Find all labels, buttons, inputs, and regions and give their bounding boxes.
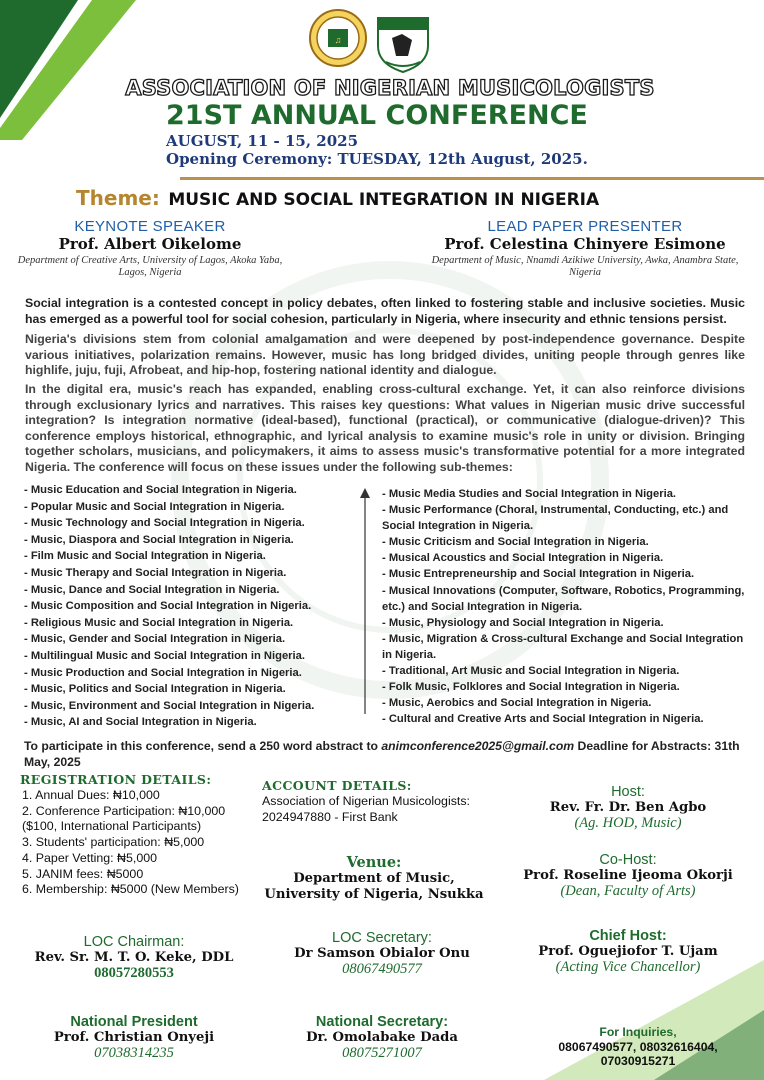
conference-title: 21ST ANNUAL CONFERENCE: [166, 100, 588, 131]
loc-chairman-name: Rev. Sr. M. T. O. Keke, DDL: [34, 950, 234, 965]
keynote-speaker: [16, 218, 284, 279]
svg-text:♫: ♫: [334, 35, 342, 45]
lead-paper-presenter: [430, 218, 740, 279]
loc-secretary-label: LOC Secretary:: [332, 930, 432, 946]
cohost-title: (Dean, Faculty of Arts): [560, 883, 696, 899]
registration-heading: REGISTRATION DETAILS:: [20, 772, 212, 787]
up-arrow-icon: [360, 488, 370, 714]
host-name: Rev. Fr. Dr. Ben Agbo: [549, 800, 707, 815]
list-item: - Music, Politics and Social Integration in Nigeria.: [24, 683, 286, 696]
list-item: - Music, AI and Social Integration in Nigeria.: [24, 716, 257, 729]
loc-chairman-phone: 08057280553: [94, 965, 174, 981]
list-item: - Musical Innovations (Computer, Software, Robotics, Programming, etc.) and Social Integration in Nigeria.: [382, 584, 745, 613]
inquiries-phones-line2: 07030915271: [600, 1054, 676, 1068]
keynote-role: KEYNOTE SPEAKER: [74, 218, 226, 235]
inquiries-label: For Inquiries,: [599, 1025, 677, 1039]
national-secretary-block: [262, 1014, 502, 1062]
abstract-email-link[interactable]: animconference2025@gmail.com: [381, 739, 575, 753]
subthemes-left: [24, 482, 344, 731]
list-item: - Music Media Studies and Social Integration in Nigeria.: [382, 488, 677, 500]
list-item: - Folk Music, Folklores and Social Integration in Nigeria.: [382, 681, 680, 694]
list-item: 5. JANIM fees: ₦5000: [22, 866, 144, 881]
list-item: - Music, Environment and Social Integration in Nigeria.: [24, 699, 315, 712]
participation-text: To participate in this conference, send a 250 word abstract to: [24, 739, 382, 753]
account-number: 2024947880 - First Bank: [262, 809, 398, 824]
list-item: - Music, Aerobics and Social Integration in Nigeria.: [382, 697, 652, 710]
list-item: - Music, Diaspora and Social Integration in Nigeria.: [24, 533, 294, 546]
unn-crest-icon: [372, 12, 434, 74]
keynote-name: Prof. Albert Oikelome: [58, 235, 242, 253]
deadline-text: Deadline for Abstracts: 31th May, 2025: [24, 739, 740, 769]
list-item: - Religious Music and Social Integration in Nigeria.: [24, 616, 294, 629]
venue-block: [244, 854, 504, 903]
list-item: - Music Performance (Choral, Instrumental, Conducting, etc.) and Social Integration in Nigeria.: [382, 504, 729, 533]
theme-line: [76, 186, 599, 210]
list-item: - Music Therapy and Social Integration in Nigeria.: [24, 566, 287, 579]
list-item: - Popular Music and Social Integration in Nigeria.: [24, 500, 285, 513]
cohost-block: [508, 852, 748, 900]
national-president-label: National President: [70, 1014, 198, 1030]
venue-line2: University of Nigeria, Nsukka: [264, 887, 484, 902]
divider: [180, 177, 764, 180]
national-secretary-label: National Secretary:: [315, 1014, 449, 1030]
list-item: 3. Students' participation: ₦5,000: [22, 835, 205, 850]
inquiries-phones-line1: 08067490577, 08032616404,: [558, 1039, 718, 1054]
history-paragraph: Nigeria's divisions stem from colonial amalgamation and were deepened by post-independence governance. Despite various initiatives, polarization remains. However, music has long bridged divides, uniting people through genres like highlife, juju, fuji, Afrobeat, and hip-hop, fostering national identity and dialogue.: [25, 332, 745, 377]
account-name: Association of Nigerian Musicologists:: [262, 794, 470, 808]
organization-name: ASSOCIATION OF NIGERIAN MUSICOLOGISTS: [125, 76, 655, 100]
subthemes-right: [382, 486, 752, 727]
list-item: - Music Education and Social Integration in Nigeria.: [24, 484, 297, 496]
theme-label: Theme:: [76, 186, 160, 210]
host-label: Host:: [611, 784, 645, 800]
registration-list: [22, 788, 258, 898]
lead-name: Prof. Celestina Chinyere Esimone: [444, 235, 726, 253]
participation-notice: [24, 738, 754, 770]
loc-secretary-phone: 08067490577: [342, 961, 422, 977]
loc-chairman-label: LOC Chairman:: [83, 934, 185, 950]
list-item: - Music Entrepreneurship and Social Integration in Nigeria.: [382, 568, 695, 581]
list-item: - Music Technology and Social Integration in Nigeria.: [24, 517, 305, 530]
national-president-block: [14, 1014, 254, 1062]
list-item: 1. Annual Dues: ₦10,000: [22, 788, 160, 802]
list-item: - Cultural and Creative Arts and Social Integration in Nigeria.: [382, 713, 704, 726]
loc-chairman-block: [14, 934, 254, 982]
list-item: - Music Composition and Social Integration in Nigeria.: [24, 600, 312, 613]
list-item: - Film Music and Social Integration in Nigeria.: [24, 550, 266, 563]
account-details: [262, 794, 512, 825]
chief-host-name: Prof. Oguejiofor T. Ujam: [538, 944, 718, 959]
loc-secretary-name: Dr Samson Obialor Onu: [294, 946, 470, 961]
national-president-name: Prof. Christian Onyeji: [53, 1030, 215, 1045]
list-item: - Music, Gender and Social Integration in Nigeria.: [24, 633, 286, 646]
list-item: - Traditional, Art Music and Social Integration in Nigeria.: [382, 665, 680, 678]
list-item: 4. Paper Vetting: ₦5,000: [22, 850, 158, 865]
host-title: (Ag. HOD, Music): [574, 815, 682, 831]
conference-dates: AUGUST, 11 - 15, 2025: [166, 132, 359, 150]
list-item: 2. Conference Participation: ₦10,000 ($100, International Participants): [22, 803, 226, 834]
national-president-phone: 07038314235: [94, 1045, 174, 1061]
digital-era-paragraph: In the digital era, music's reach has expanded, enabling cross-cultural exchange. Yet, it can also reinforce divisions through exclusionary lyrics and narratives. This raises key questions: What values in Nigerian music drive successful integration? Is integration normative (ideal-based), functional (practical), or communicative (dialogue-driven)? This conference employs historical, ethnographic, and lyrical analysis to examine music's role in unity or division. Bringing together scholars, musicians, and policymakers, it aims to assess music's transformative potential for a more integrated Nigeria. The conference will focus on these issues under the following sub-themes:: [25, 382, 745, 474]
opening-ceremony: Opening Ceremony: TUESDAY, 12th August, 2025.: [166, 150, 588, 168]
cohost-name: Prof. Roseline Ijeoma Okorji: [523, 868, 733, 883]
chief-host-label: Chief Host:: [589, 928, 667, 944]
chief-host-block: [508, 928, 748, 976]
national-secretary-phone: 08075271007: [342, 1045, 422, 1061]
national-secretary-name: Dr. Omolabake Dada: [306, 1030, 458, 1045]
list-item: - Music Production and Social Integration in Nigeria.: [24, 666, 302, 679]
list-item: - Music, Dance and Social Integration in Nigeria.: [24, 583, 280, 596]
list-item: - Musical Acoustics and Social Integration in Nigeria.: [382, 552, 664, 565]
lead-role: LEAD PAPER PRESENTER: [487, 218, 683, 235]
keynote-department: Department of Creative Arts, University of Lagos, Akoka Yaba, Lagos, Nigeria: [17, 255, 283, 278]
inquiries-block: [536, 1025, 740, 1069]
list-item: - Music Criticism and Social Integration in Nigeria.: [382, 536, 649, 549]
host-block: [508, 784, 748, 832]
cohost-label: Co-Host:: [599, 852, 657, 868]
list-item: - Music, Migration & Cross-cultural Exchange and Social Integration in Nigeria.: [382, 632, 744, 661]
anim-seal-icon: [308, 8, 368, 68]
lead-department: Department of Music, Nnamdi Azikiwe University, Awka, Anambra State, Nigeria: [431, 255, 739, 278]
loc-secretary-block: [262, 930, 502, 978]
list-item: - Music, Physiology and Social Integration in Nigeria.: [382, 616, 664, 629]
list-item: - Multilingual Music and Social Integration in Nigeria.: [24, 649, 305, 662]
venue-label: Venue:: [346, 854, 402, 871]
venue-line1: Department of Music,: [293, 871, 455, 886]
chief-host-title: (Acting Vice Chancellor): [555, 959, 701, 975]
account-heading: ACCOUNT DETAILS:: [262, 778, 412, 793]
theme-text: MUSIC AND SOCIAL INTEGRATION IN NIGERIA: [168, 190, 600, 210]
intro-paragraph: Social integration is a contested concept in policy debates, often linked to fostering stable and inclusive societies. Music has emerged as a powerful tool for social cohesion, particularly in Nigeria, where insecurity and ethnic tensions persist.: [25, 296, 745, 326]
logo-row: [0, 6, 764, 76]
list-item: 6. Membership: ₦5000 (New Members): [22, 882, 239, 897]
